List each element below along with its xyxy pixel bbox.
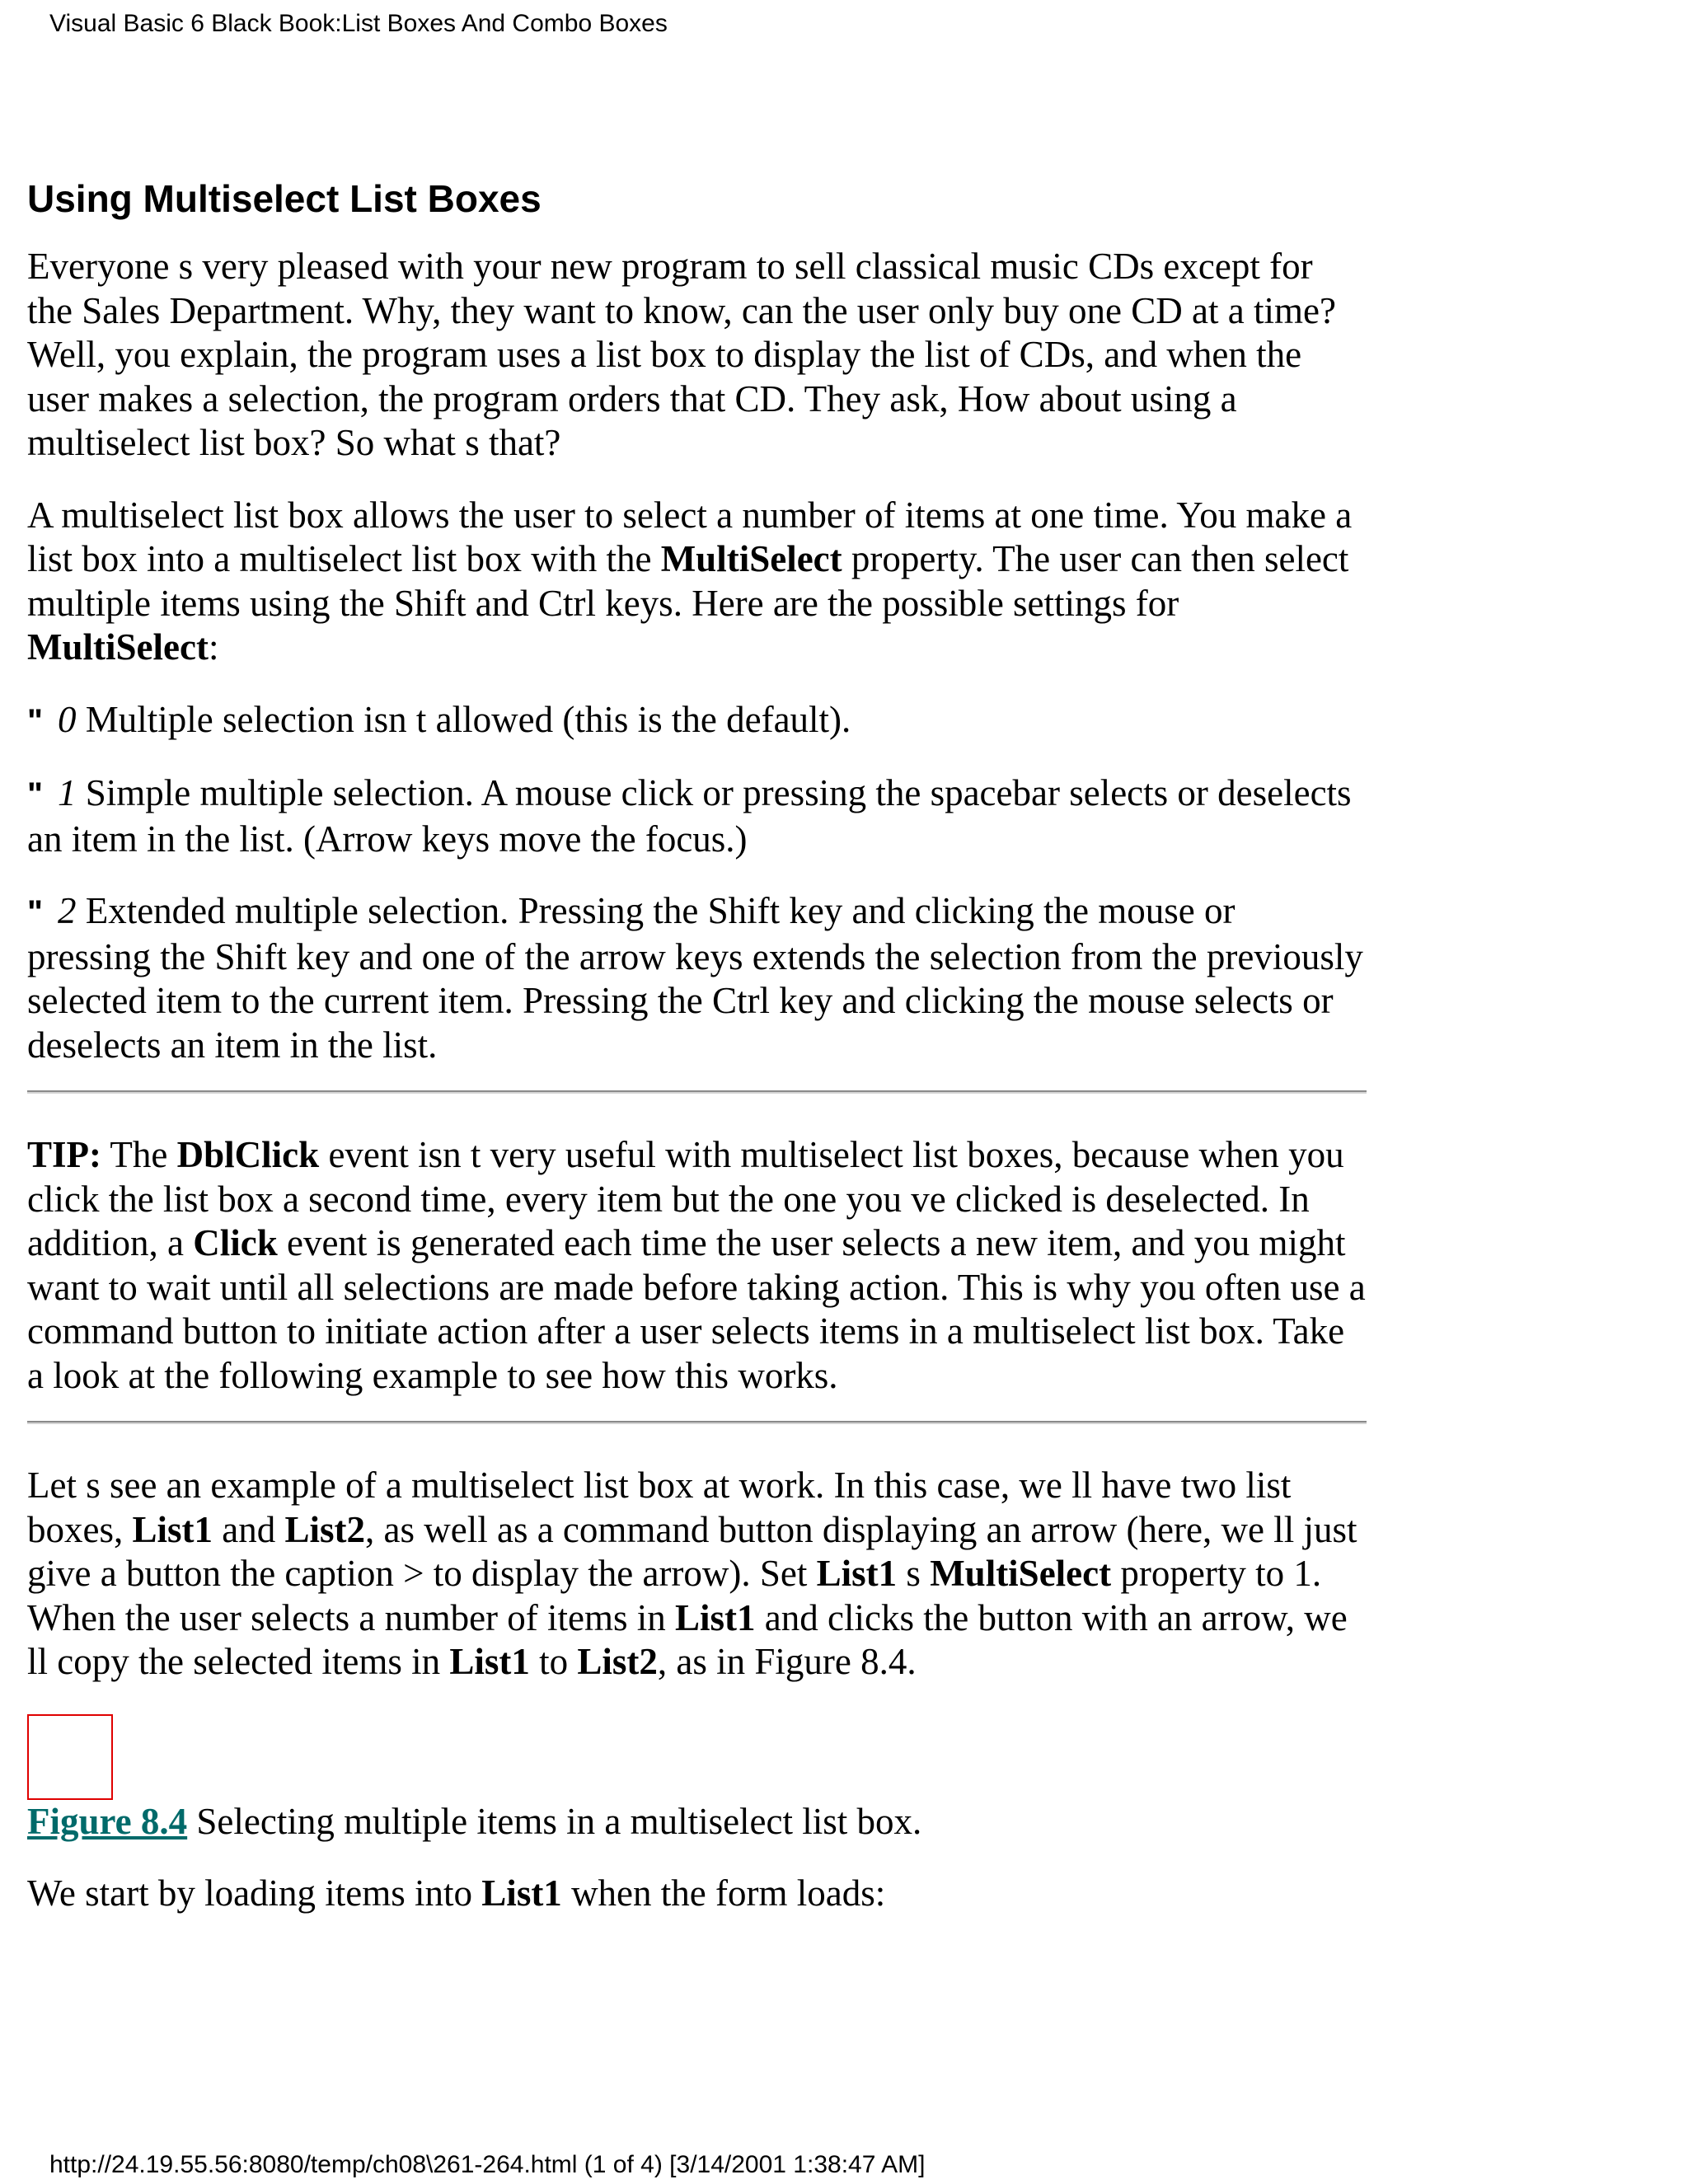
bullet-icon: " (27, 702, 43, 739)
text-run: We start by loading items into (27, 1872, 482, 1914)
text-run: to (529, 1641, 578, 1682)
figure-link[interactable]: Figure 8.4 (27, 1800, 188, 1842)
bold-term: Click (193, 1222, 278, 1263)
setting-item (27, 771, 1367, 861)
bold-term: List1 (132, 1508, 213, 1550)
page-header: Visual Basic 6 Black Book:List Boxes And Combo Boxes (49, 10, 668, 37)
intro-paragraph: Everyone s very pleased with your new program to sell classical music CDs except for the Sales Department. Why, they want to know, can the user only buy one CD at a time? Well, you explain, the program uses a list box to display the list of CDs, and when the user makes a selection, the program orders that CD. They ask, How about using a multiselect list box? So what s that? (27, 246, 1336, 463)
text-run: A multiselect list box allows the user to select a number of items at one time. You make a list box into a multiselect list box with the (27, 494, 1353, 579)
setting-number: 2 (57, 890, 77, 931)
setting-number: 1 (57, 772, 77, 813)
bold-term: List1 (816, 1553, 898, 1594)
bold-term: MultiSelect (660, 538, 842, 579)
text-run: : (208, 626, 219, 668)
text-run: , as in Figure 8.4. (657, 1641, 917, 1682)
content (27, 176, 1367, 1944)
text-run: and (213, 1508, 285, 1550)
bold-term: DblClick (176, 1134, 320, 1175)
multiselect-paragraph (27, 494, 1367, 670)
setting-text: Extended multiple selection. Pressing the Shift key and clicking the mouse or pressing the Shift key and one of the arrow keys extends the selection from the previously selected item to the current item. Pressing the Ctrl key and clicking the mouse selects or deselects an item in the list. (27, 890, 1363, 1066)
setting-item (27, 889, 1367, 1067)
setting-text: Multiple selection isn t allowed (this is the default). (76, 698, 851, 740)
text-run: Let s see an example of a multiselect list box at work. In this case, we ll have two list boxes, (27, 1465, 1292, 1550)
bold-term: List2 (284, 1508, 366, 1550)
bold-term: MultiSelect (27, 626, 209, 668)
text-run: property to 1. When the user selects a number of items in (27, 1553, 1322, 1638)
bold-term: List1 (449, 1641, 530, 1682)
bold-term: List1 (481, 1872, 562, 1914)
text-run: and clicks the button with an arrow, we ll copy the selected items in (27, 1596, 1348, 1682)
example-paragraph (27, 1464, 1367, 1685)
tip-label: TIP: (27, 1134, 101, 1175)
tip-paragraph (27, 1133, 1367, 1398)
text-run: s (897, 1553, 931, 1594)
text-run: event isn t very useful with multiselect list boxes, because when you click the list box a second time, every item but the one you ve clicked is deselected. In addition, a (27, 1134, 1344, 1263)
broken-image-placeholder (27, 1714, 113, 1800)
text-run: , as well as a command button displaying an arrow (here, we ll just give a button the caption > to display the arrow). Set (27, 1508, 1357, 1594)
bold-term: List1 (675, 1596, 756, 1638)
text-run: when the form loads: (561, 1872, 886, 1914)
bullet-icon: " (27, 894, 43, 930)
bullet-icon: " (27, 776, 43, 813)
text-run: property. The user can then select multiple items using the Shift and Ctrl keys. Here are the possible settings for (27, 538, 1349, 624)
tip-top-divider (27, 1090, 1367, 1094)
setting-number: 0 (57, 698, 77, 740)
bold-term: List2 (577, 1641, 658, 1682)
tip-bottom-divider (27, 1421, 1367, 1424)
text-run: The (101, 1134, 177, 1175)
text-run: event is generated each time the user selects a new item, and you might want to wait until all selections are made before taking action. This is why you often use a command button to initiate action after a user selects items in a multiselect list box. Take a look at the following example to see how this works. (27, 1222, 1366, 1396)
bold-term: MultiSelect (930, 1553, 1112, 1594)
caption-text: Selecting multiple items in a multiselect list box. (187, 1800, 922, 1842)
page-title: Using Multiselect List Boxes (27, 177, 542, 220)
setting-item (27, 698, 1367, 744)
page-footer: http://24.19.55.56:8080/temp/ch08\261-264.html (1 of 4) [3/14/2001 1:38:47 AM] (49, 2151, 926, 2178)
figure-caption (27, 1800, 1367, 1844)
closing-paragraph (27, 1872, 1367, 1916)
setting-text: Simple multiple selection. A mouse click or pressing the spacebar selects or deselects an item in the list. (Arrow keys move the focus.) (27, 772, 1352, 860)
